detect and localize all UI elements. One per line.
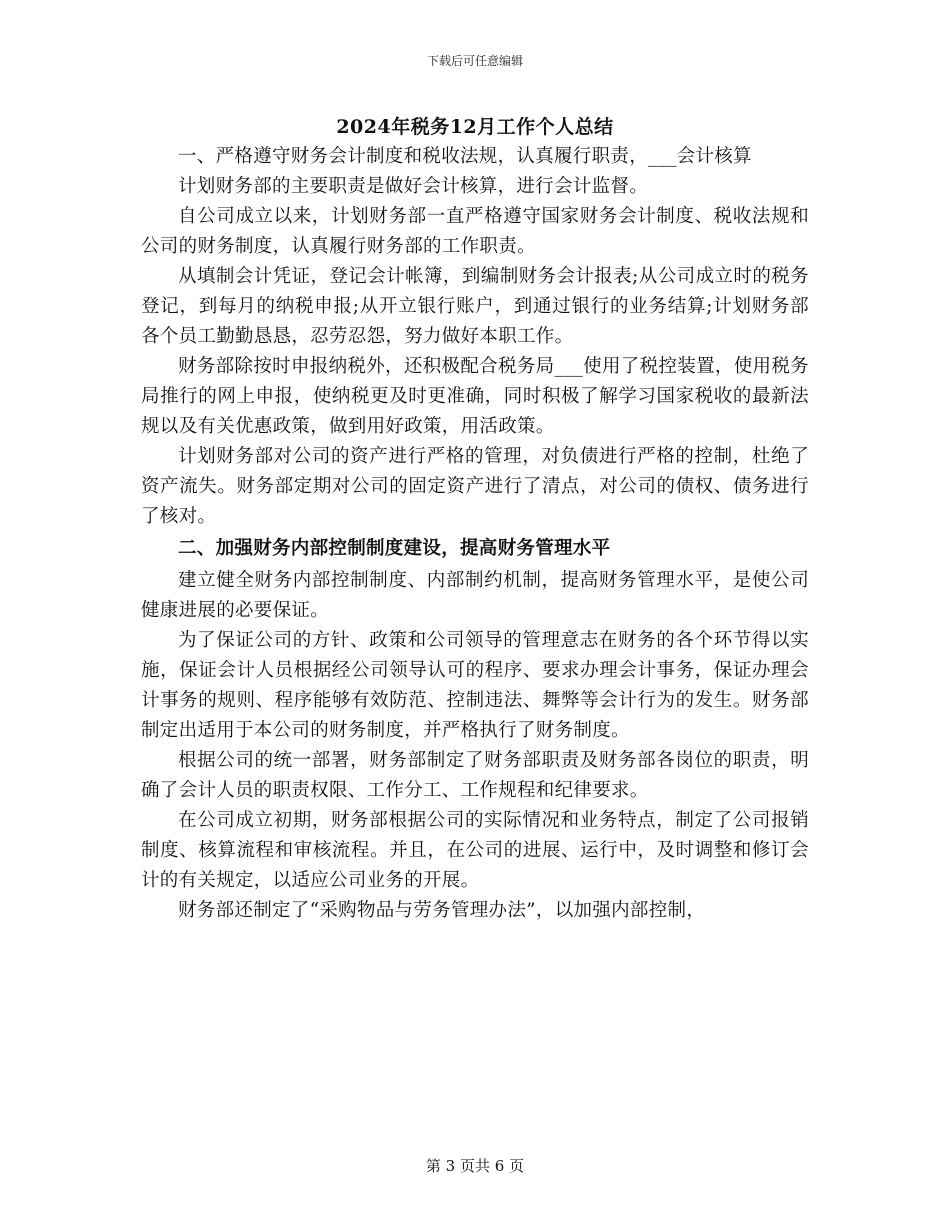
- document-body: [141, 142, 809, 926]
- paragraph: 计划财务部的主要职责是做好会计核算，进行会计监督。: [178, 176, 649, 197]
- paragraph: 为了保证公司的方针、政策和公司领导的管理意志在财务的各个环节得以实施，保证会计人员根据经公司领导认可的程序、要求办理会计事务，保证办理会计事务的规则、程序能够有效防范、控制违法、舞弊等会计行为的发生。财务部制定出适用于本公司的财务制度，并严格执行了财务制度。: [141, 630, 809, 741]
- paragraph: 建立健全财务内部控制制度、内部制约机制，提高财务管理水平，是使公司健康进展的必要保证。: [141, 570, 809, 621]
- paragraph: 从填制会计凭证，登记会计帐簿，到编制财务会计报表;从公司成立时的税务登记，到每月的纳税申报;从开立银行账户，到通过银行的业务结算;计划财务部各个员工勤勤恳恳，忍劳忍怨，努力做好本职工作。: [141, 266, 809, 347]
- document-title: 2024年税务12月工作个人总结: [336, 116, 614, 138]
- section-heading-1: 一、严格遵守财务会计制度和税收法规，认真履行职责，___会计核算: [178, 146, 752, 167]
- paragraph: 财务部除按时申报纳税外，还积极配合税务局___使用了税控装置，使用税务局推行的网上申报，使纳税更及时更准确，同时积极了解学习国家税收的最新法规以及有关优惠政策，做到用好政策，用活政策。: [141, 356, 809, 437]
- paragraph: 在公司成立初期，财务部根据公司的实际情况和业务特点，制定了公司报销制度、核算流程和审核流程。并且，在公司的进展、运行中，及时调整和修订会计的有关规定，以适应公司业务的开展。: [141, 810, 809, 891]
- section-heading-2: 二、加强财务内部控制制度建设，提高财务管理水平: [178, 538, 611, 559]
- paragraph: 计划财务部对公司的资产进行严格的管理，对负债进行严格的控制，杜绝了资产流失。财务部定期对公司的固定资产进行了清点，对公司的债权、债务进行了核对。: [141, 446, 809, 527]
- page-number: 第 3 页共 6 页: [425, 1157, 525, 1175]
- paragraph: 财务部还制定了“采购物品与劳务管理办法”，以加强内部控制，: [178, 900, 706, 921]
- header-note: 下载后可任意编辑: [426, 54, 523, 68]
- paragraph: 根据公司的统一部署，财务部制定了财务部职责及财务部各岗位的职责，明确了会计人员的职责权限、工作分工、工作规程和纪律要求。: [141, 750, 809, 801]
- paragraph: 自公司成立以来，计划财务部一直严格遵守国家财务会计制度、税收法规和公司的财务制度，认真履行财务部的工作职责。: [141, 206, 809, 257]
